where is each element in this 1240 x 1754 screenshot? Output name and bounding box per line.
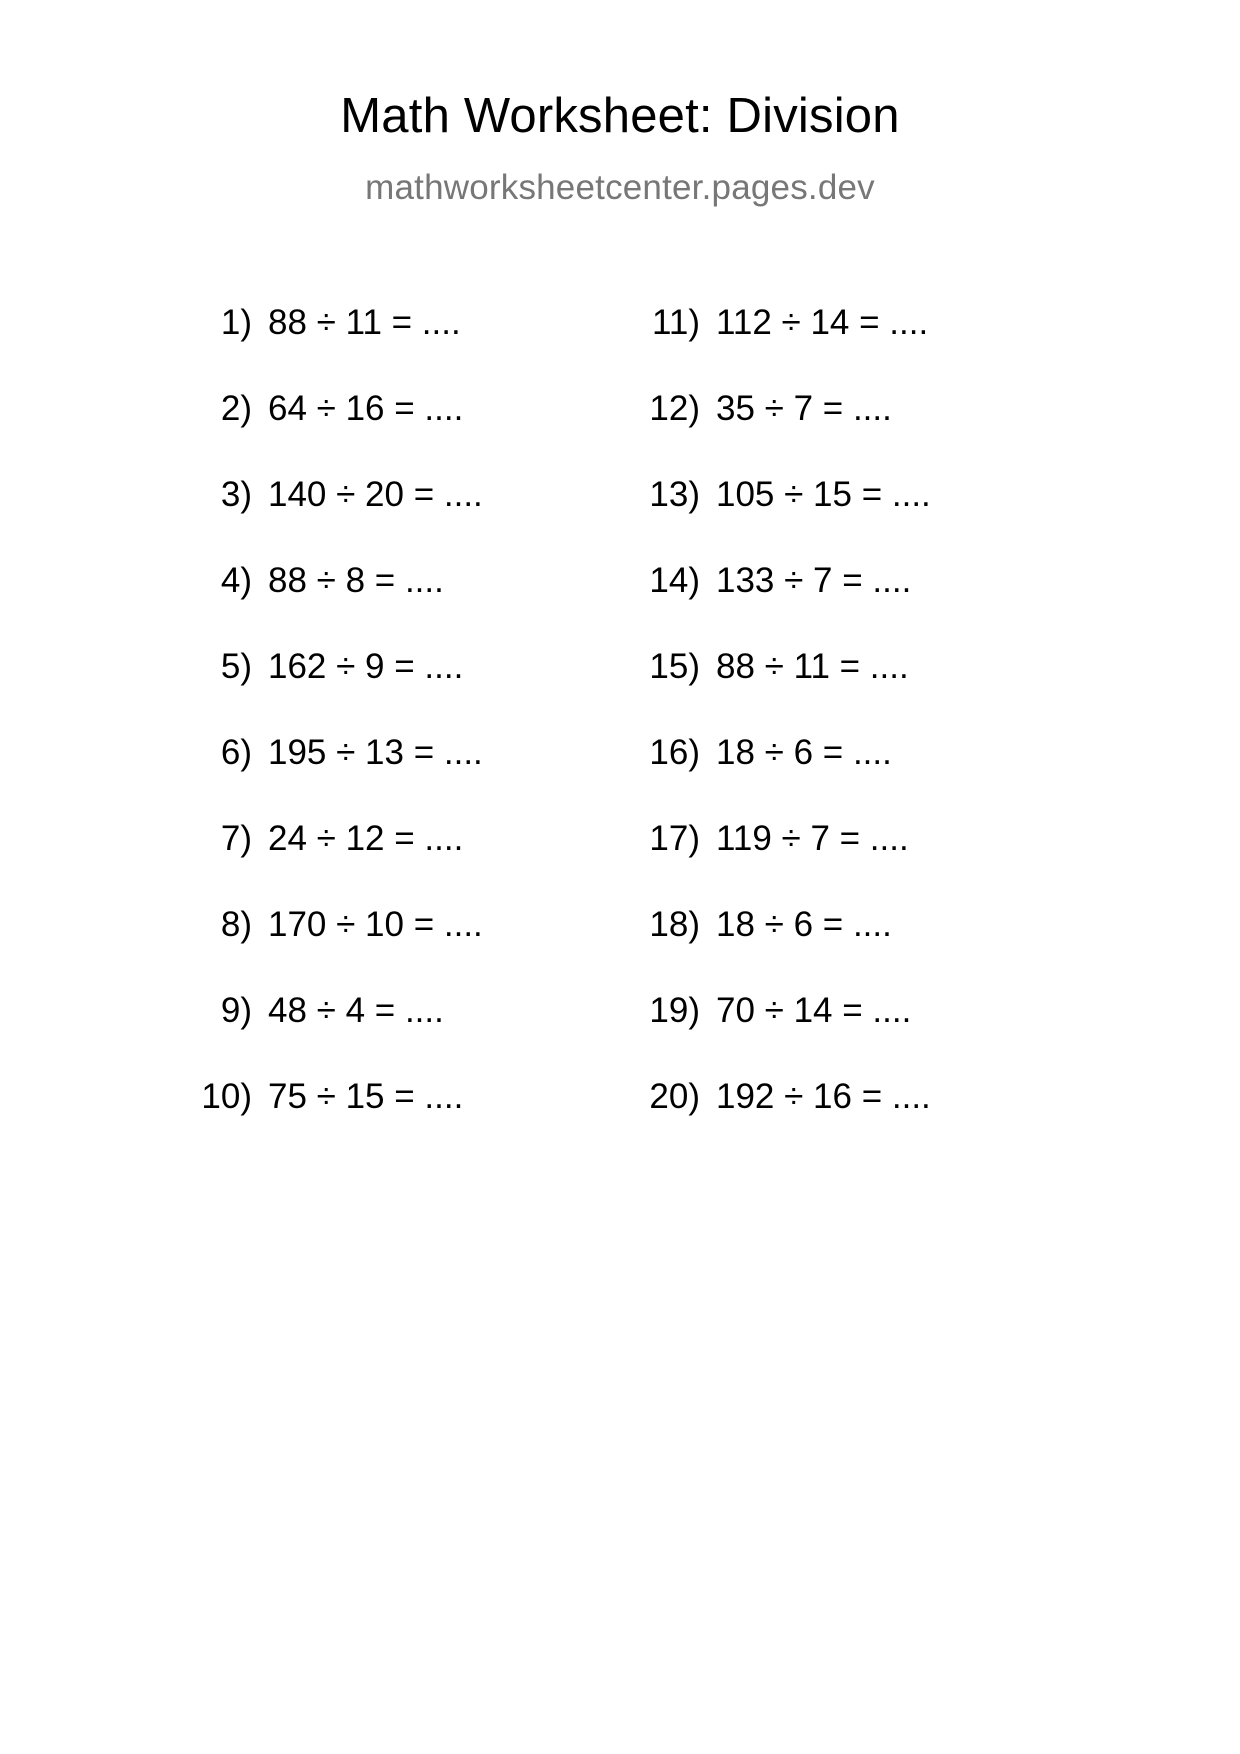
problem-item (626, 624, 1074, 710)
problem-number: 17) (649, 819, 700, 858)
problem-item (626, 452, 1074, 538)
problem-expression: 170 ÷ 10 = .... (268, 905, 483, 944)
problem-item (626, 882, 1074, 968)
problem-expression: 140 ÷ 20 = .... (268, 475, 483, 514)
problem-item (626, 796, 1074, 882)
problem-number: 11) (652, 303, 700, 342)
problem-number: 9) (220, 991, 252, 1030)
problem-column-left (178, 280, 626, 1140)
problem-expression: 133 ÷ 7 = .... (716, 561, 912, 600)
problem-item (178, 452, 626, 538)
problem-item (178, 280, 626, 366)
problem-number: 16) (649, 733, 700, 772)
problem-column-right (626, 280, 1074, 1140)
problem-number: 7) (220, 819, 252, 858)
problem-expression: 88 ÷ 8 = .... (268, 561, 444, 600)
problem-expression: 105 ÷ 15 = .... (716, 475, 931, 514)
problem-number: 3) (220, 475, 252, 514)
problem-list (0, 280, 1240, 1140)
problem-expression: 192 ÷ 16 = .... (716, 1077, 931, 1116)
problem-expression: 64 ÷ 16 = .... (268, 389, 464, 428)
problem-number: 13) (649, 475, 700, 514)
problem-item (626, 538, 1074, 624)
problem-expression: 70 ÷ 14 = .... (716, 991, 912, 1030)
problem-expression: 18 ÷ 6 = .... (716, 733, 892, 772)
problem-expression: 24 ÷ 12 = .... (268, 819, 464, 858)
problem-number: 19) (649, 991, 700, 1030)
problem-number: 6) (220, 733, 252, 772)
problem-expression: 119 ÷ 7 = .... (716, 819, 909, 858)
problem-expression: 48 ÷ 4 = .... (268, 991, 444, 1030)
problem-number: 20) (649, 1077, 700, 1116)
problem-number: 14) (649, 561, 700, 600)
problem-item (626, 280, 1074, 366)
problem-item (626, 968, 1074, 1054)
problem-item (626, 366, 1074, 452)
problem-expression: 18 ÷ 6 = .... (716, 905, 892, 944)
problem-expression: 88 ÷ 11 = .... (268, 303, 461, 342)
problem-number: 2) (220, 389, 252, 428)
problem-item (178, 968, 626, 1054)
problem-item (178, 796, 626, 882)
problem-expression: 88 ÷ 11 = .... (716, 647, 909, 686)
problem-number: 8) (220, 905, 252, 944)
problem-number: 1) (220, 303, 252, 342)
problem-item (178, 366, 626, 452)
problem-number: 5) (220, 647, 252, 686)
problem-number: 15) (649, 647, 700, 686)
problem-expression: 112 ÷ 14 = .... (716, 303, 929, 342)
problem-number: 18) (649, 905, 700, 944)
problem-expression: 75 ÷ 15 = .... (268, 1077, 464, 1116)
page-title: Math Worksheet: Division (340, 89, 900, 143)
problem-item (178, 710, 626, 796)
page-subtitle: mathworksheetcenter.pages.dev (365, 168, 875, 207)
problem-expression: 162 ÷ 9 = .... (268, 647, 464, 686)
problem-item (178, 1054, 626, 1140)
problem-item (178, 882, 626, 968)
problem-number: 10) (201, 1077, 252, 1116)
problem-item (626, 1054, 1074, 1140)
problem-expression: 35 ÷ 7 = .... (716, 389, 892, 428)
problem-expression: 195 ÷ 13 = .... (268, 733, 483, 772)
problem-item (178, 624, 626, 710)
problem-item (178, 538, 626, 624)
problem-number: 12) (649, 389, 700, 428)
problem-number: 4) (220, 561, 252, 600)
problem-item (626, 710, 1074, 796)
